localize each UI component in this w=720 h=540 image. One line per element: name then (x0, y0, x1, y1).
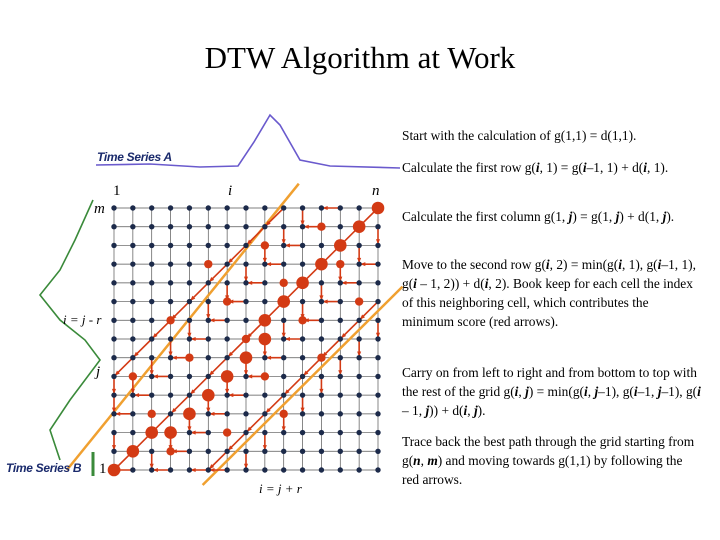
grid-cell-node (243, 449, 248, 454)
step-text-fragment: –1, 1), g( (402, 257, 696, 291)
grid-cell-node (168, 374, 173, 379)
band-lower-label: i = j - r (63, 312, 102, 327)
grid-cell-node (224, 243, 229, 248)
grid-cell-node (206, 336, 211, 341)
step-text-fragment: )) + d( (429, 403, 464, 418)
time-series-b-label: Time Series B (6, 461, 82, 475)
step-text-fragment: , 1) = g( (539, 160, 583, 175)
grid-cell-node (149, 205, 154, 210)
grid-cell-node (262, 205, 267, 210)
grid-cell-node (111, 261, 116, 266)
grid-cell-node (243, 430, 248, 435)
grid-cell-node (319, 205, 324, 210)
grid-cell-node (187, 467, 192, 472)
grid-cell-node (262, 355, 267, 360)
step-6-text (402, 432, 702, 489)
step-text-fragment: i (697, 384, 701, 399)
grid-cell-nodes (108, 202, 385, 477)
grid-cell-node (375, 261, 380, 266)
grid-cell-node (338, 299, 343, 304)
grid-cell-node (206, 243, 211, 248)
grid-cell-node (168, 336, 173, 341)
grid-cell-node (281, 336, 286, 341)
slide-title: DTW Algorithm at Work (204, 40, 516, 75)
index-i-label: i (228, 183, 233, 199)
grid-cell-node (168, 299, 173, 304)
grid-cell-node (375, 318, 380, 323)
grid-cell-node (168, 467, 173, 472)
step-text-fragment: j (662, 209, 667, 224)
grid-cell-node (319, 299, 324, 304)
grid-cell-node (168, 205, 173, 210)
grid-cell-node (338, 392, 343, 397)
grid-cell-node (243, 411, 248, 416)
path-cell-node (221, 370, 234, 383)
step-text-fragment: , (518, 384, 526, 399)
step-text-fragment: j (473, 403, 478, 418)
grid-cell-node (187, 205, 192, 210)
step-text-fragment: j (525, 384, 529, 399)
grid-cell-node (206, 430, 211, 435)
grid-cell-node (262, 224, 267, 229)
grid-cell-node (130, 243, 135, 248)
step-text-fragment: i (413, 276, 417, 291)
step-4-text (402, 255, 702, 331)
grid-cell-node (206, 374, 211, 379)
step-text-fragment: i (643, 160, 647, 175)
grid-cell-node (130, 430, 135, 435)
grid-cell-node (187, 430, 192, 435)
grid-cell-node (262, 261, 267, 266)
grid-cell-node (224, 205, 229, 210)
grid-cell-node (319, 430, 324, 435)
path-cell-node (372, 202, 385, 215)
step-text-fragment: ). (477, 403, 486, 418)
step-text-fragment: Move to the second row g( (402, 257, 546, 272)
scored-cell-node (223, 297, 231, 305)
path-cell-node (164, 426, 177, 439)
grid-cell-node (319, 280, 324, 285)
grid-cell-node (187, 243, 192, 248)
scored-cell-node (298, 316, 306, 324)
grid-cell-node (375, 280, 380, 285)
scored-cell-node (166, 316, 174, 324)
step-text-fragment: –1, (637, 384, 658, 399)
grid-cell-node (243, 374, 248, 379)
grid-cell-node (149, 467, 154, 472)
grid-cell-node (130, 392, 135, 397)
grid-cell-node (375, 411, 380, 416)
grid-cell-node (356, 318, 361, 323)
grid-cell-node (375, 374, 380, 379)
grid-cell-node (375, 430, 380, 435)
step-text-fragment: i (657, 257, 662, 272)
step-text-fragment: j (425, 403, 430, 418)
grid-cell-node (224, 336, 229, 341)
grid-cell-node (262, 411, 267, 416)
grid-cell-node (319, 467, 324, 472)
grid-cell-node (338, 374, 343, 379)
grid-cell-node (149, 280, 154, 285)
grid-cell-node (338, 430, 343, 435)
time-series-a-label: Time Series A (97, 150, 172, 164)
warping-window-band (67, 184, 403, 485)
grid-cell-node (319, 336, 324, 341)
grid-cell-node (319, 392, 324, 397)
grid-cell-node (187, 392, 192, 397)
grid-cell-node (130, 205, 135, 210)
grid-cell-node (224, 355, 229, 360)
grid-cell-node (262, 299, 267, 304)
step-text-fragment: , 1), g( (621, 257, 658, 272)
grid-cell-node (281, 430, 286, 435)
step-text-fragment: – 1, (402, 403, 426, 418)
path-cell-node (127, 445, 140, 458)
grid-cell-node (206, 467, 211, 472)
grid-cell-node (149, 449, 154, 454)
grid-cell-node (243, 243, 248, 248)
grid-cell-node (149, 299, 154, 304)
step-text-fragment: Calculate the first column g(1, (402, 209, 569, 224)
grid-cell-node (130, 280, 135, 285)
grid-cell-node (224, 280, 229, 285)
step-1-text (402, 126, 702, 145)
grid-cell-node (224, 392, 229, 397)
grid-cell-node (130, 355, 135, 360)
grid-cell-node (111, 318, 116, 323)
step-text-fragment: i (545, 257, 550, 272)
grid-cell-node (111, 280, 116, 285)
scored-cell-node (129, 372, 137, 380)
scored-cell-node (261, 372, 269, 380)
scored-cell-node (336, 260, 344, 268)
grid-cell-node (356, 467, 361, 472)
grid-cell-node (206, 411, 211, 416)
grid-cell-node (300, 449, 305, 454)
scored-cell-node (261, 241, 269, 249)
scored-cell-node (355, 297, 363, 305)
grid-cell-node (300, 336, 305, 341)
grid-cell-node (262, 449, 267, 454)
grid-cell-node (149, 336, 154, 341)
step-text-fragment: i (484, 276, 489, 291)
path-cell-node (259, 314, 272, 327)
scored-cell-node (166, 447, 174, 455)
grid-cell-node (300, 411, 305, 416)
grid-cell-node (111, 411, 116, 416)
grid-cell-node (206, 205, 211, 210)
grid-cell-node (111, 224, 116, 229)
grid-cell-node (300, 355, 305, 360)
grid-cell-node (111, 336, 116, 341)
grid-cell-node (111, 299, 116, 304)
grid-cell-node (319, 411, 324, 416)
grid-cell-node (224, 318, 229, 323)
step-text-fragment: j (657, 384, 662, 399)
step-text-fragment: , 1). (647, 160, 669, 175)
grid-cell-node (375, 355, 380, 360)
scored-cell-node (185, 354, 193, 362)
grid-cell-node (130, 318, 135, 323)
path-cell-node (183, 408, 196, 421)
grid-cell-node (243, 280, 248, 285)
grid-cell-node (149, 243, 154, 248)
grid-cell-node (338, 355, 343, 360)
grid-cell-node (187, 224, 192, 229)
grid-cell-node (281, 374, 286, 379)
grid-cell-node (375, 224, 380, 229)
grid-cell-node (224, 449, 229, 454)
grid-cell-node (243, 392, 248, 397)
grid-cell-node (206, 280, 211, 285)
grid-cell-node (262, 280, 267, 285)
grid-cell-node (187, 280, 192, 285)
scored-cell-node (280, 410, 288, 418)
grid-cell-node (206, 318, 211, 323)
step-text-fragment: ) = g(1, (572, 209, 616, 224)
grid-cell-node (130, 224, 135, 229)
step-text-fragment: ) and moving towards g(1,1) by following the red arrows. (402, 453, 683, 487)
step-text-fragment: n (413, 453, 421, 468)
grid-cell-node (187, 318, 192, 323)
grid-cell-node (338, 318, 343, 323)
grid-cell-node (356, 392, 361, 397)
grid-cell-node (281, 392, 286, 397)
grid-cell-node (149, 224, 154, 229)
grid-cell-node (111, 355, 116, 360)
time-series-b-curve (40, 200, 100, 460)
grid-cell-node (243, 318, 248, 323)
grid-cell-node (375, 449, 380, 454)
grid-cell-node (300, 261, 305, 266)
scored-cell-node (148, 410, 156, 418)
step-text-fragment: –1, 1) + d( (586, 160, 644, 175)
grid-cell-node (356, 430, 361, 435)
path-cell-node (315, 258, 328, 271)
step-text-fragment: Start with the calculation of g(1,1) = d(1,1). (402, 128, 637, 143)
grid-cell-node (149, 392, 154, 397)
grid-cell-node (300, 299, 305, 304)
step-text-fragment: , (587, 384, 595, 399)
grid-cell-node (187, 299, 192, 304)
grid-cell-node (224, 224, 229, 229)
grid-cell-node (281, 355, 286, 360)
grid-cell-node (206, 299, 211, 304)
grid-cell-node (356, 280, 361, 285)
time-series-curves (40, 115, 400, 476)
scored-cell-node (317, 354, 325, 362)
grid-cell-node (262, 467, 267, 472)
grid-cell-node (356, 355, 361, 360)
grid-cell-node (206, 224, 211, 229)
step-text-fragment: , (420, 453, 428, 468)
path-cell-node (202, 389, 215, 402)
index-n-label: n (372, 183, 380, 199)
step-text-fragment: j (594, 384, 599, 399)
index-j-label: j (96, 364, 101, 380)
band-upper-label: i = j + r (259, 481, 302, 496)
grid-cell-node (149, 261, 154, 266)
grid-cell-node (356, 336, 361, 341)
step-5-text (402, 363, 702, 420)
grid-cell-node (243, 261, 248, 266)
grid-cell-node (149, 355, 154, 360)
path-cell-node (145, 426, 158, 439)
grid-cell-node (356, 449, 361, 454)
grid-cell-node (243, 205, 248, 210)
grid-cell-node (243, 467, 248, 472)
grid-cell-node (375, 336, 380, 341)
grid-cell-node (300, 467, 305, 472)
grid-cell-node (168, 411, 173, 416)
path-cell-node (277, 295, 290, 308)
grid-cell-node (168, 392, 173, 397)
grid-cell-node (111, 374, 116, 379)
scored-cell-node (242, 335, 250, 343)
scored-cell-node (223, 428, 231, 436)
grid-cell-node (262, 392, 267, 397)
step-text-fragment: i (618, 257, 622, 272)
path-cell-node (334, 239, 347, 252)
grid-cell-node (319, 449, 324, 454)
grid-cell-node (111, 205, 116, 210)
grid-cell-node (356, 261, 361, 266)
index-m-label: m (94, 201, 105, 217)
grid-cell-node (224, 411, 229, 416)
grid-cell-node (262, 430, 267, 435)
grid-cell-node (130, 336, 135, 341)
step-text-fragment: i (584, 384, 588, 399)
grid-cell-node (338, 336, 343, 341)
step-text-fragment: i (582, 160, 587, 175)
step-text-fragment: i (633, 384, 638, 399)
grid-cell-node (356, 243, 361, 248)
step-text-fragment: j (615, 209, 620, 224)
grid-cell-node (149, 318, 154, 323)
grid-cell-node (206, 449, 211, 454)
grid-cell-node (243, 224, 248, 229)
step-text-fragment: ) = min(g( (528, 384, 584, 399)
grid-cell-node (319, 374, 324, 379)
grid-cell-node (111, 243, 116, 248)
step-text-fragment: ). (666, 209, 675, 224)
grid-cell-node (300, 224, 305, 229)
step-text-fragment: i (463, 403, 468, 418)
grid-cell-node (168, 280, 173, 285)
scored-cell-node (317, 223, 325, 231)
grid-cell-node (356, 205, 361, 210)
grid-cell-node (375, 392, 380, 397)
grid-cell-node (338, 467, 343, 472)
path-cell-node (296, 277, 309, 290)
col-index-one: 1 (99, 461, 107, 477)
grid-cell-node (243, 299, 248, 304)
grid-cell-node (319, 243, 324, 248)
grid-cell-node (111, 449, 116, 454)
grid-cell-node (224, 467, 229, 472)
grid-cell-node (319, 318, 324, 323)
grid-cell-node (168, 261, 173, 266)
step-text-fragment: ) + d(1, (619, 209, 663, 224)
grid-cell-node (130, 261, 135, 266)
step-text-fragment: , 2) = min(g( (549, 257, 619, 272)
path-cell-node (353, 220, 366, 233)
step-text-fragment: Trace back the best path through the grid starting from g( (402, 434, 695, 468)
grid-cell-node (149, 374, 154, 379)
scored-cell-node (204, 260, 212, 268)
grid-cell-node (206, 355, 211, 360)
grid-cell-node (338, 205, 343, 210)
grid-cell-node (300, 205, 305, 210)
path-cell-node (259, 333, 272, 346)
grid-cell-node (375, 299, 380, 304)
step-text-fragment: , (467, 403, 474, 418)
step-text-fragment: i (514, 384, 519, 399)
step-text-fragment: , 2). Book keep for each cell the index of this neighboring cell, which contributes the minimum score (red arrows). (402, 276, 693, 329)
step-text-fragment: – 1, 2)) + d( (416, 276, 485, 291)
grid-cell-node (338, 411, 343, 416)
grid-cell-node (130, 299, 135, 304)
step-text-fragment: Carry on from left to right and from bottom to top with the rest of the grid g( (402, 365, 697, 399)
grid-cell-node (375, 467, 380, 472)
step-text-fragment: –1), g( (661, 384, 698, 399)
grid-cell-node (281, 224, 286, 229)
grid-cell-node (130, 411, 135, 416)
step-text-fragment: j (568, 209, 573, 224)
step-text-fragment: Calculate the first row g( (402, 160, 536, 175)
grid-cell-node (130, 467, 135, 472)
grid-cell-node (168, 355, 173, 360)
step-text-fragment: m (427, 453, 438, 468)
grid-cell-node (187, 261, 192, 266)
grid-cell-node (281, 467, 286, 472)
grid-cell-node (281, 449, 286, 454)
grid-cell-node (281, 261, 286, 266)
grid-cell-node (111, 430, 116, 435)
grid-cell-node (300, 392, 305, 397)
path-cell-node (240, 351, 253, 364)
grid-cell-node (356, 374, 361, 379)
grid-cell-node (187, 374, 192, 379)
grid-cell-node (281, 205, 286, 210)
scored-cell-node (280, 279, 288, 287)
grid-cell-node (356, 411, 361, 416)
grid-cell-node (338, 224, 343, 229)
grid-cell-node (187, 336, 192, 341)
row-index-one: 1 (113, 183, 121, 199)
step-2-text (402, 158, 702, 177)
grid-cell-node (300, 430, 305, 435)
grid-cell-node (187, 449, 192, 454)
step-text-fragment: i (535, 160, 540, 175)
grid-cell-node (224, 261, 229, 266)
grid-cell-node (338, 280, 343, 285)
grid-cell-node (168, 243, 173, 248)
grid-cell-node (375, 243, 380, 248)
grid-cell-node (338, 449, 343, 454)
grid-cell-node (300, 243, 305, 248)
grid-cell-node (281, 318, 286, 323)
grid-cell-node (300, 374, 305, 379)
grid-cell-node (168, 224, 173, 229)
grid-cell-node (281, 243, 286, 248)
step-text-fragment: –1), g( (598, 384, 634, 399)
grid-cell-node (111, 392, 116, 397)
step-3-text (402, 207, 702, 226)
path-cell-node (108, 464, 121, 477)
